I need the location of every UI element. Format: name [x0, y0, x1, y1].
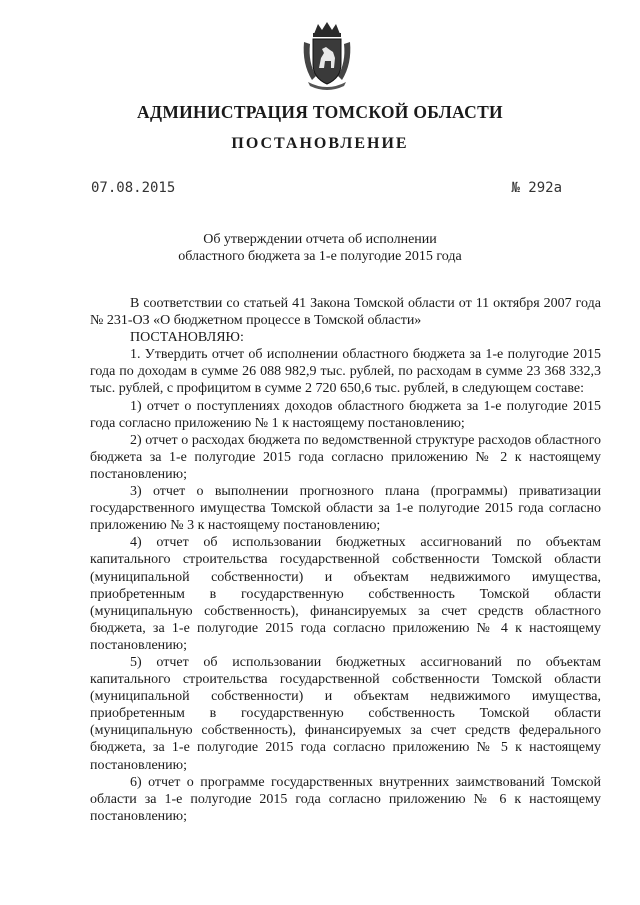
document-date: 07.08.2015 — [91, 180, 176, 196]
resolve-paragraph: ПОСТАНОВЛЯЮ: — [130, 330, 244, 346]
document-type-heading: ПОСТАНОВЛЕНИЕ — [231, 135, 409, 152]
subitem-paragraph: 4) отчет об использовании бюджетных ассигнований по объектам капитального строительства государственной собственности Томской области (муниципальной собственности) и объектам недвижимого имущества, приобретенным в государственную собственность Томской области (муниципальную собственность), финансируемых за счет средств областного бюджета, за 1-е полугодие 2015 года согласно приложению № 4 к настоящему постановлению; — [90, 535, 601, 653]
document-number: № 292а — [511, 180, 562, 196]
subitem-paragraph: 6) отчет о программе государственных внутренних заимствований Томской области за 1-е полугодие 2015 года согласно приложению № 6 к настоящему постановлению; — [90, 774, 601, 824]
tomsk-oblast-coat-of-arms-icon — [300, 20, 354, 92]
intro-paragraph: В соответствии со статьей 41 Закона Томской области от 11 октября 2007 года № 231-ОЗ «О бюджетном процессе в Томской области» — [90, 296, 601, 329]
document-subject — [0, 231, 640, 265]
subitem-paragraph: 5) отчет об использовании бюджетных ассигнований по объектам капитального строительства государственной собственности Томской области (муниципальной собственности) и объектам недвижимого имущества, приобретенным в государственную собственность Томской области (муниципальную собственность), финансируемых за счет средств федерального бюджета, за 1-е полугодие 2015 года согласно приложению № 5 к настоящему постановлению; — [90, 654, 601, 773]
document-body — [90, 295, 601, 825]
item-paragraph: 1. Утвердить отчет об исполнении областного бюджета за 1-е полугодие 2015 года по доходам в сумме 26 088 982,9 тыс. рублей, по расходам в сумме 23 368 332,3 тыс. рублей, с профицитом в сумме 2 720 650,6 тыс. рублей, в следующем составе: — [90, 347, 601, 397]
subitem-paragraph: 3) отчет о выполнении прогнозного плана (программы) приватизации государственного имущества Томской области за 1-е полугодие 2015 года согласно приложению № 3 к настоящему постановлению; — [90, 484, 601, 534]
subject-line: Об утверждении отчета об исполнении — [203, 232, 437, 247]
subitem-paragraph: 2) отчет о расходах бюджета по ведомственной структуре расходов областного бюджета за 1-е полугодие 2015 года согласно приложению № 2 к настоящему постановлению; — [90, 432, 601, 482]
subitem-paragraph: 1) отчет о поступлениях доходов областного бюджета за 1-е полугодие 2015 года согласно приложению № 1 к настоящему постановлению; — [90, 398, 601, 431]
organization-title: АДМИНИСТРАЦИЯ ТОМСКОЙ ОБЛАСТИ — [137, 102, 503, 122]
subject-line: областного бюджета за 1-е полугодие 2015 года — [178, 249, 462, 264]
